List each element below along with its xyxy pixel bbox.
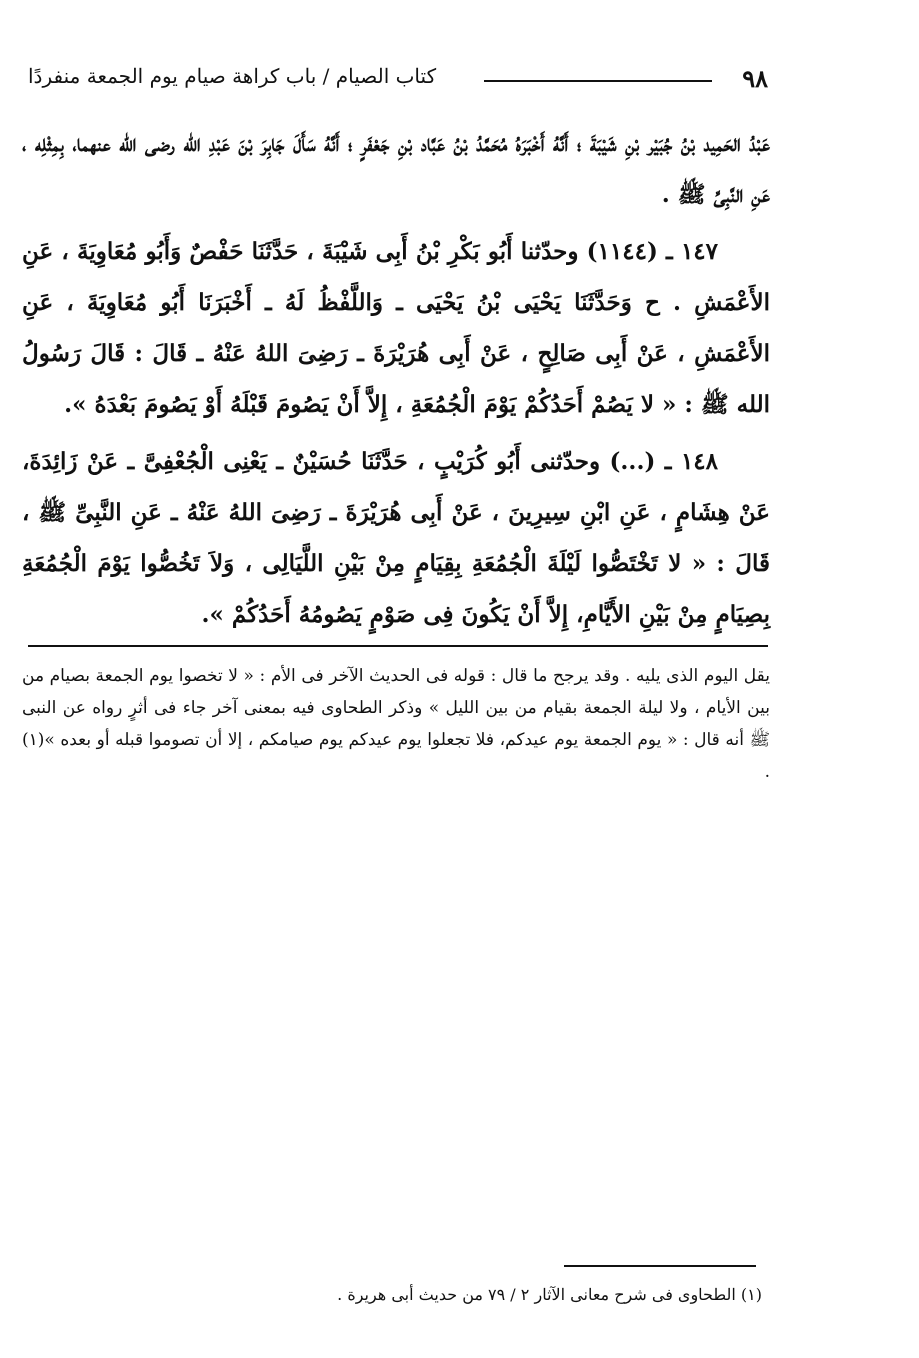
page-header <box>28 62 768 98</box>
commentary-paragraph: يقل اليوم الذى يليه . وقد يرجح ما قال : قوله فى الحديث الآخر فى الأم : « لا تخصوا يوم الجمعة بصيام من بين الأيام ، ولا ليلة الجمعة بقيام من بين الليل » وذكر الطحاوى فيه بمعنى آخر جاء فى أثرٍ رواه عن النبى ﷺ أنه قال : « يوم الجمعة يوم عيدكم، فلا تجعلوا يوم عيدكم يوم صيامكم ، إلا أن تصوموا قبله أو بعده »(١) . <box>22 666 770 782</box>
main-text <box>22 118 770 640</box>
hadith-147: ١٤٧ ـ (١١٤٤) وحدّثنا أَبُو بَكْرِ بْنُ أَبِى شَيْبَةَ ، حَدَّثَنَا حَفْصٌ وَأَبُو مُعَاوِيَةَ ، عَنِ الأَعْمَشِ . ح وَحَدَّثَنَا يَحْيَى بْنُ يَحْيَى ـ وَاللَّفْظُ لَهُ ـ أَخْبَرَنَا أَبُو مُعَاوِيَةَ ، عَنِ الأَعْمَشِ ، عَنْ أَبِى صَالِحٍ ، عَنْ أَبِى هُرَيْرَةَ ـ رَضِىَ اللهُ عَنْهُ ـ قَالَ : قَالَ رَسُولُ الله ﷺ : « لا يَصُمْ أَحَدُكُمْ يَوْمَ الْجُمُعَةِ ، إِلاَّ أَنْ يَصُومَ قَبْلَهُ أَوْ يَصُومَ بَعْدَهُ ». <box>22 238 770 418</box>
hadith-148: ١٤٨ ـ (...) وحدّثنى أَبُو كُرَيْبٍ ، حَدَّثَنَا حُسَيْنٌ ـ يَعْنِى الْجُعْفِىَّ ـ عَنْ زَائِدَةَ، عَنْ هِشَامٍ ، عَنِ ابْنِ سِيرِينَ ، عَنْ أَبِى هُرَيْرَةَ ـ رَضِىَ اللهُ عَنْهُ ـ عَنِ النَّبِىِّ ﷺ ، قَالَ : « لا تَخْتَصُّوا لَيْلَةَ الْجُمُعَةِ بِقِيَامٍ مِنْ بَيْنِ اللَّيَالِى ، وَلاَ تَخُصُّوا يَوْمَ الْجُمُعَةِ بِصِيَامٍ مِنْ بَيْنِ الأَيَّامِ، إِلاَّ أَنْ يَكُونَ فِى صَوْمٍ يَصُومُهُ أَحَدُكُمْ ». <box>22 448 770 628</box>
intro-paragraph: عَبْدُ الحَمِيد بْنُ جُبَيْر بْنِ شَيْبَةَ ؛ أَنَّهُ أَخْبَرَهُ مُحَمَّدُ بْنُ عَبَّاد بْنِ جَعْفَرٍ ؛ أَنَّهُ سَأَلَ جَابِرَ بْنَ عَبْدِ الله رضى الله عنهما، بِمِثْلِه ، عَنِ النَّبِىِّ ﷺ . <box>22 130 770 208</box>
header-rule <box>484 80 712 82</box>
footnote-divider <box>564 1265 756 1267</box>
footnote-section <box>22 1282 762 1308</box>
running-title: كتاب الصيام / باب كراهة صيام يوم الجمعة منفردًا <box>28 64 437 88</box>
main-divider <box>28 645 768 647</box>
commentary-section <box>22 660 770 788</box>
page-number: ٩٨ <box>742 64 768 93</box>
footnote-1: (١) الطحاوى فى شرح معانى الآثار ٢ / ٧٩ من حديث أبى هريرة . <box>337 1285 762 1304</box>
